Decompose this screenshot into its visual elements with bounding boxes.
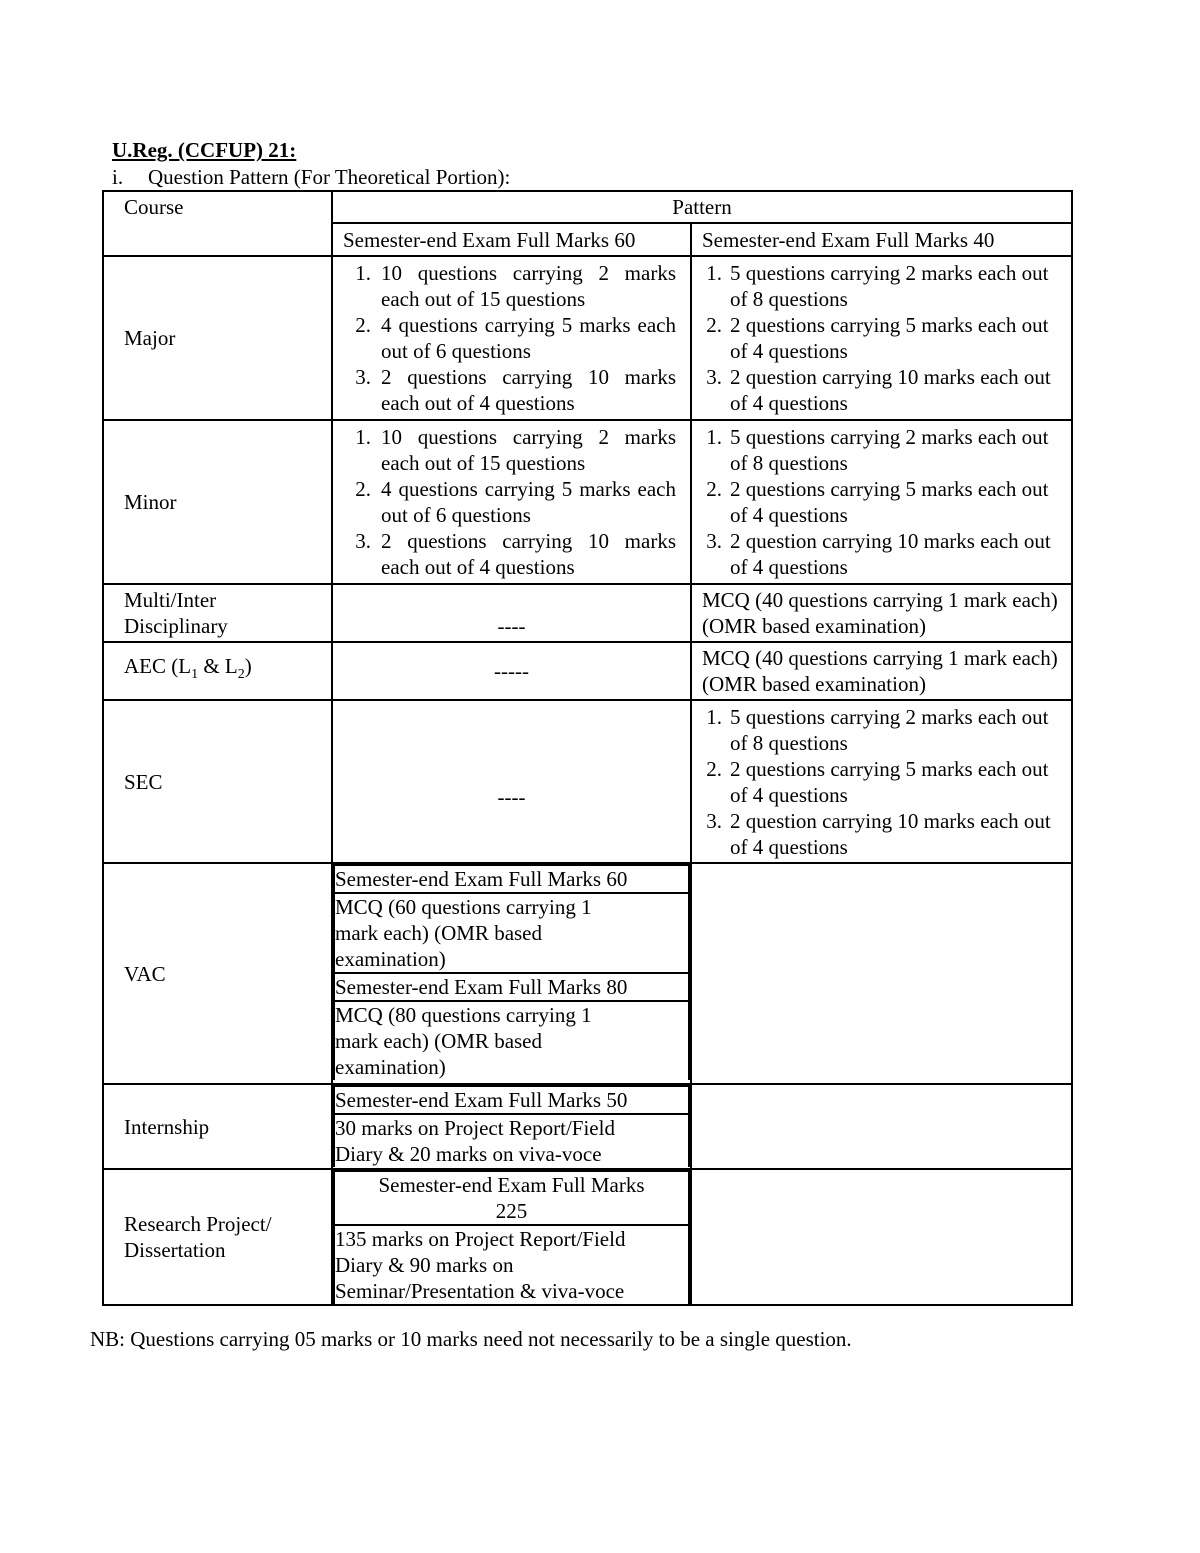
subheading-number: i. [112, 165, 124, 189]
list-item [333, 528, 690, 580]
list-item-text: 4 questions carrying 5 marks each out of 6 questions [381, 477, 676, 527]
list-item-number: 1. [706, 261, 722, 285]
list-item-number: 2. [706, 756, 722, 781]
research-empty-cell [691, 1169, 1072, 1305]
vac-inner-table [333, 864, 690, 1080]
list-item-text: 2 question carrying 10 marks each out of 4 questions [730, 808, 1051, 859]
list-item-number: 1. [355, 261, 371, 285]
list-item-number: 3. [706, 365, 722, 389]
list-item [333, 312, 690, 364]
course-sec: SEC [103, 700, 332, 863]
course-research: Research Project/ Dissertation [103, 1169, 332, 1305]
list-item-number: 3. [355, 529, 371, 553]
list-item [333, 476, 690, 528]
course-vac: VAC [103, 863, 332, 1084]
major-fm40 [691, 256, 1072, 420]
row-vac [103, 863, 1072, 1084]
header-course: Course [103, 191, 332, 256]
list-item-number: 3. [706, 808, 722, 833]
list-item [702, 808, 1063, 860]
list-item [702, 424, 1063, 476]
footnote: NB: Questions carrying 05 marks or 10 marks need not necessarily to be a single question. [90, 1327, 852, 1351]
row-research [103, 1169, 1072, 1305]
list-item-text: 10 questions carrying 2 marks each out of 15 questions [381, 425, 676, 475]
aec-fm40: MCQ (40 questions carrying 1 mark each) (OMR based examination) [691, 642, 1072, 700]
course-aec [103, 642, 332, 700]
row-minor [103, 420, 1072, 584]
list-item-text: 5 questions carrying 2 marks each out of 8 questions [730, 261, 1049, 311]
aec-label-end: ) [244, 654, 252, 679]
vac-details [332, 863, 691, 1084]
list-item-text: 2 questions carrying 5 marks each out of 4 questions [730, 313, 1049, 363]
vac-row-3: Semester-end Exam Full Marks 80 [334, 973, 689, 1001]
list-item-number: 3. [355, 365, 371, 389]
major-fm60-list [333, 260, 690, 416]
list-item-text: 10 questions carrying 2 marks each out of 15 questions [381, 261, 676, 311]
multi-fm60: ---- [332, 584, 691, 642]
list-item-number: 1. [355, 425, 371, 449]
aec-label-mid: & L [198, 654, 238, 679]
aec-label-main: AEC (L [124, 654, 192, 679]
course-internship: Internship [103, 1084, 332, 1169]
list-item [702, 528, 1063, 580]
research-row-1: Semester-end Exam Full Marks 225 [334, 1171, 689, 1225]
row-internship [103, 1084, 1072, 1169]
vac-row-4: MCQ (80 questions carrying 1 mark each) (OMR based examination) [334, 1001, 689, 1080]
minor-fm60-list [333, 424, 690, 580]
list-item-number: 2. [355, 313, 371, 337]
header-row [103, 191, 1072, 223]
sec-fm40-list [702, 704, 1063, 860]
list-item [333, 424, 690, 476]
major-fm60 [332, 256, 691, 420]
internship-empty-cell [691, 1084, 1072, 1169]
list-item-text: 2 questions carrying 10 marks each out of 4 questions [381, 529, 676, 579]
section-subheading [112, 165, 510, 190]
row-major [103, 256, 1072, 420]
aec-fm60: ----- [332, 642, 691, 700]
list-item-number: 2. [706, 477, 722, 501]
list-item-text: 2 question carrying 10 marks each out of 4 questions [730, 529, 1051, 579]
course-minor: Minor [103, 420, 332, 584]
list-item [333, 260, 690, 312]
subheading-text: Question Pattern (For Theoretical Portion): [148, 165, 511, 189]
aec-sub-1: 1 [191, 667, 199, 683]
list-item-text: 4 questions carrying 5 marks each out of 6 questions [381, 313, 676, 363]
research-inner-table [333, 1170, 690, 1304]
list-item [702, 312, 1063, 364]
list-item [702, 704, 1063, 756]
list-item-text: 5 questions carrying 2 marks each out of 8 questions [730, 704, 1049, 755]
course-multi: Multi/Inter Disciplinary [103, 584, 332, 642]
research-row-2: 135 marks on Project Report/Field Diary & 90 marks on Seminar/Presentation & viva-voce [334, 1225, 689, 1304]
multi-fm40: MCQ (40 questions carrying 1 mark each) (OMR based examination) [691, 584, 1072, 642]
list-item [702, 260, 1063, 312]
major-fm40-list [702, 260, 1063, 416]
vac-row-2: MCQ (60 questions carrying 1 mark each) (OMR based examination) [334, 893, 689, 973]
list-item-text: 2 question carrying 10 marks each out of 4 questions [730, 365, 1051, 415]
list-item-number: 2. [706, 313, 722, 337]
list-item [702, 476, 1063, 528]
header-pattern: Pattern [332, 191, 1072, 223]
list-item [333, 364, 690, 416]
row-sec [103, 700, 1072, 863]
internship-row-2: 30 marks on Project Report/Field Diary & 20 marks on viva-voce [334, 1114, 689, 1167]
sec-fm60: ---- [332, 700, 691, 863]
row-aec [103, 642, 1072, 700]
internship-inner-table [333, 1085, 690, 1167]
minor-fm40 [691, 420, 1072, 584]
internship-row-1: Semester-end Exam Full Marks 50 [334, 1086, 689, 1114]
question-pattern-table [102, 190, 1073, 1306]
list-item-text: 5 questions carrying 2 marks each out of 8 questions [730, 425, 1049, 475]
list-item-text: 2 questions carrying 10 marks each out of 4 questions [381, 365, 676, 415]
vac-row-1: Semester-end Exam Full Marks 60 [334, 865, 689, 893]
research-details [332, 1169, 691, 1305]
header-full-marks-40: Semester-end Exam Full Marks 40 [691, 223, 1072, 256]
regulation-heading: U.Reg. (CCFUP) 21: [112, 138, 297, 162]
minor-fm60 [332, 420, 691, 584]
row-multi [103, 584, 1072, 642]
list-item [702, 364, 1063, 416]
list-item-text: 2 questions carrying 5 marks each out of 4 questions [730, 756, 1049, 807]
list-item-number: 1. [706, 425, 722, 449]
course-major: Major [103, 256, 332, 420]
header-full-marks-60: Semester-end Exam Full Marks 60 [332, 223, 691, 256]
aec-sub-2: 2 [237, 667, 245, 683]
vac-empty-cell [691, 863, 1072, 1084]
internship-details [332, 1084, 691, 1169]
list-item-number: 1. [706, 704, 722, 729]
list-item [702, 756, 1063, 808]
sec-fm40 [691, 700, 1072, 863]
list-item-number: 3. [706, 529, 722, 553]
list-item-number: 2. [355, 477, 371, 501]
minor-fm40-list [702, 424, 1063, 580]
list-item-text: 2 questions carrying 5 marks each out of 4 questions [730, 477, 1049, 527]
